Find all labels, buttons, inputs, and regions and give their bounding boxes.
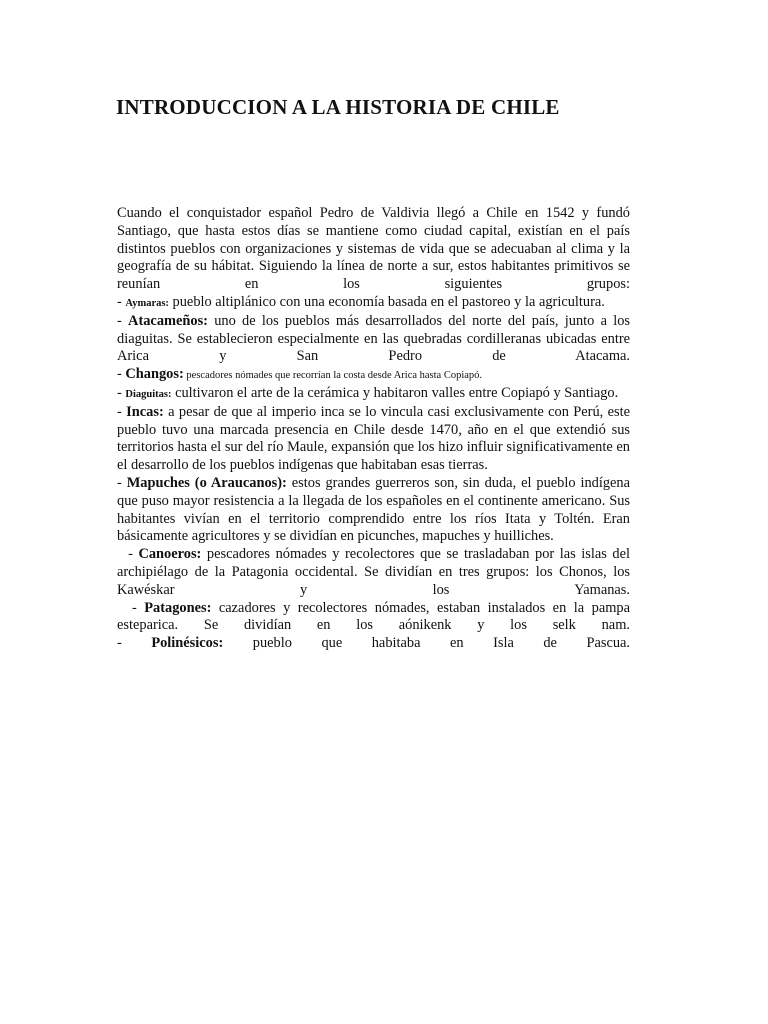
intro-paragraph: Cuando el conquistador español Pedro de Valdivia llegó a Chile en 1542 y fundó Santiago, que hasta estos días se mantiene como ciudad capital, existían en el país distintos pueblos con organizaciones y sistemas de vida que se adecuaban al clima y la geografía de su hábitat. Siguiendo la línea de norte a sur, estos habitantes primitivos se reunían en los siguientes grupos: bbox=[117, 205, 630, 293]
group-description: pescadores nómades que recorrían la costa desde Arica hasta Copiapó. bbox=[183, 370, 483, 382]
group-name: Polinésicos: bbox=[151, 635, 224, 652]
group-diaguitas bbox=[117, 385, 630, 404]
group-aymaras bbox=[117, 294, 630, 313]
group-changos bbox=[117, 366, 630, 385]
group-mapuches bbox=[117, 475, 630, 546]
group-polinesicos bbox=[117, 635, 630, 653]
group-prefix: - bbox=[117, 366, 126, 383]
group-prefix: - bbox=[117, 293, 126, 310]
group-prefix: - bbox=[117, 599, 145, 616]
document-body bbox=[117, 205, 630, 653]
group-name: Atacameños: bbox=[128, 312, 208, 329]
group-description: cazadores y recolectores nómades, estaban instalados en la pampa esteparica. Se dividían en los aónikenk y los selk nam. bbox=[117, 599, 630, 634]
group-prefix: - bbox=[117, 546, 139, 563]
group-description: pescadores nómades y recolectores que se trasladaban por las islas del archipiélago de la Patagonia occidental. Se dividían en tres grupos: los Chonos, los Kawéskar y los Yamanas. bbox=[117, 546, 630, 598]
group-name: Mapuches (o Araucanos): bbox=[126, 474, 287, 491]
group-name: Canoeros: bbox=[138, 546, 202, 563]
group-prefix: - bbox=[117, 312, 129, 329]
group-name: Patagones: bbox=[144, 599, 212, 616]
group-description: pueblo altiplánico con una economía basada en el pastoreo y la agricultura. bbox=[168, 293, 605, 310]
group-description: cultivaron el arte de la cerámica y habitaron valles entre Copiapó y Santiago. bbox=[171, 384, 619, 401]
group-atacamenos bbox=[117, 313, 630, 366]
document-title: INTRODUCCION A LA HISTORIA DE CHILE bbox=[116, 95, 560, 119]
group-prefix: - bbox=[117, 403, 127, 420]
group-prefix: - bbox=[117, 384, 126, 401]
group-patagones bbox=[117, 600, 630, 636]
group-incas bbox=[117, 404, 630, 475]
group-canoeros bbox=[117, 546, 630, 599]
group-name: Diaguitas: bbox=[125, 388, 172, 400]
group-prefix: - bbox=[117, 635, 152, 652]
group-prefix: - bbox=[117, 474, 127, 491]
group-name: Aymaras: bbox=[125, 297, 169, 309]
group-description: a pesar de que al imperio inca se lo vincula casi exclusivamente con Perú, este pueblo tuvo una marcada presencia en Chile desde 1470, año en el que extendió sus territorios hasta el sur del río Maule, expansión que los hizo influir significativamente en el desarrollo de los pueblos indígenas que habitaban esas tierras. bbox=[117, 403, 631, 474]
group-description: estos grandes guerreros son, sin duda, el pueblo indígena que puso mayor resistencia a la llegada de los españoles en el continente americano. Sus habitantes vivían en el territorio comprendido entre los ríos Itata y Toltén. Eran básicamente agricultores y se dividían en picunches, mapuches y huilliches. bbox=[117, 474, 631, 545]
group-name: Incas: bbox=[126, 403, 164, 420]
group-name: Changos: bbox=[125, 366, 184, 383]
group-description: uno de los pueblos más desarrollados del norte del país, junto a los diaguitas. Se establecieron especialmente en las quebradas cordilleranas ubicadas entre Arica y San Pedro de Atacama. bbox=[117, 312, 631, 365]
group-description: pueblo que habitaba en Isla de Pascua. bbox=[223, 635, 631, 652]
